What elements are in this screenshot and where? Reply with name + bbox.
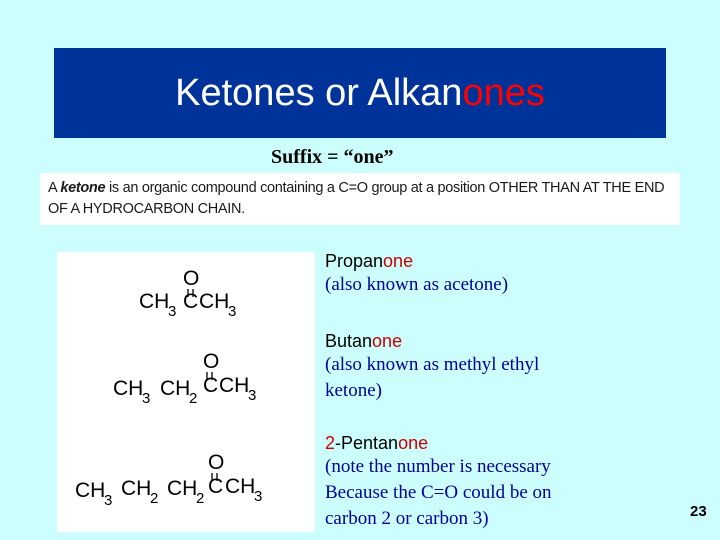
propanone-carbonyl-c: C	[183, 290, 199, 313]
definition-text: is an organic compound containing a C=O group at a position OTHER THAN AT THE END OF A HYDROCARBON CHAIN.	[48, 180, 665, 217]
pentanone-structure	[75, 451, 262, 509]
butanone-ch2-b: CH	[160, 377, 191, 400]
butanone-oxygen: O	[203, 350, 220, 373]
pentanone-sub-a: 3	[104, 492, 113, 509]
definition-prefix: A	[48, 180, 61, 196]
propanone-ch3-right: CH	[199, 290, 230, 313]
propanone-ch3-left: CH	[139, 290, 170, 313]
compound-entry-propanone	[325, 250, 565, 298]
title-bar	[54, 48, 666, 138]
compound-note: (note the number is necessary Because the C=O could be on carbon 2 or carbon 3)	[325, 456, 552, 529]
page-number: 23	[690, 503, 707, 520]
pentanone-carbonyl-c: C	[208, 475, 224, 498]
compound-name: 2-Pentanone	[325, 433, 429, 453]
pentanone-ch2-b: CH	[121, 477, 152, 500]
butanone-carbonyl-c: C	[203, 374, 219, 397]
pentanone-sub-d: 3	[254, 488, 263, 505]
slide-title	[175, 72, 545, 115]
title-highlight: ones	[462, 71, 545, 114]
propanone-sub-right: 3	[228, 303, 237, 320]
pentanone-ch3-a: CH	[75, 479, 106, 502]
butanone-sub-b: 2	[189, 390, 198, 407]
propanone-structure	[139, 267, 236, 320]
structures-panel	[57, 252, 315, 532]
title-text: Ketones or Alkan	[175, 71, 463, 114]
propanone-oxygen: O	[183, 267, 200, 290]
suffix-line: Suffix = “one”	[271, 146, 394, 168]
butanone-structure	[113, 350, 256, 407]
compound-entry-pentanone	[325, 432, 597, 532]
pentanone-sub-c: 2	[196, 490, 205, 507]
compound-name: Propanone	[325, 251, 414, 271]
butanone-ch3-c: CH	[219, 374, 250, 397]
pentanone-ch3-d: CH	[225, 475, 256, 498]
propanone-sub-left: 3	[168, 303, 177, 320]
compound-name: Butanone	[325, 331, 403, 351]
butanone-ch3-a: CH	[113, 377, 144, 400]
compound-note: (also known as acetone)	[325, 274, 509, 295]
compound-entry-butanone	[325, 330, 585, 404]
definition-box	[40, 173, 680, 225]
compound-note: (also known as methyl ethyl ketone)	[325, 354, 540, 401]
pentanone-oxygen: O	[208, 451, 225, 474]
butanone-sub-c: 3	[248, 387, 257, 404]
definition-term: ketone	[60, 180, 106, 196]
pentanone-sub-b: 2	[150, 490, 159, 507]
pentanone-ch2-c: CH	[167, 477, 198, 500]
butanone-sub-a: 3	[142, 390, 151, 407]
structure-drawings	[57, 252, 315, 532]
